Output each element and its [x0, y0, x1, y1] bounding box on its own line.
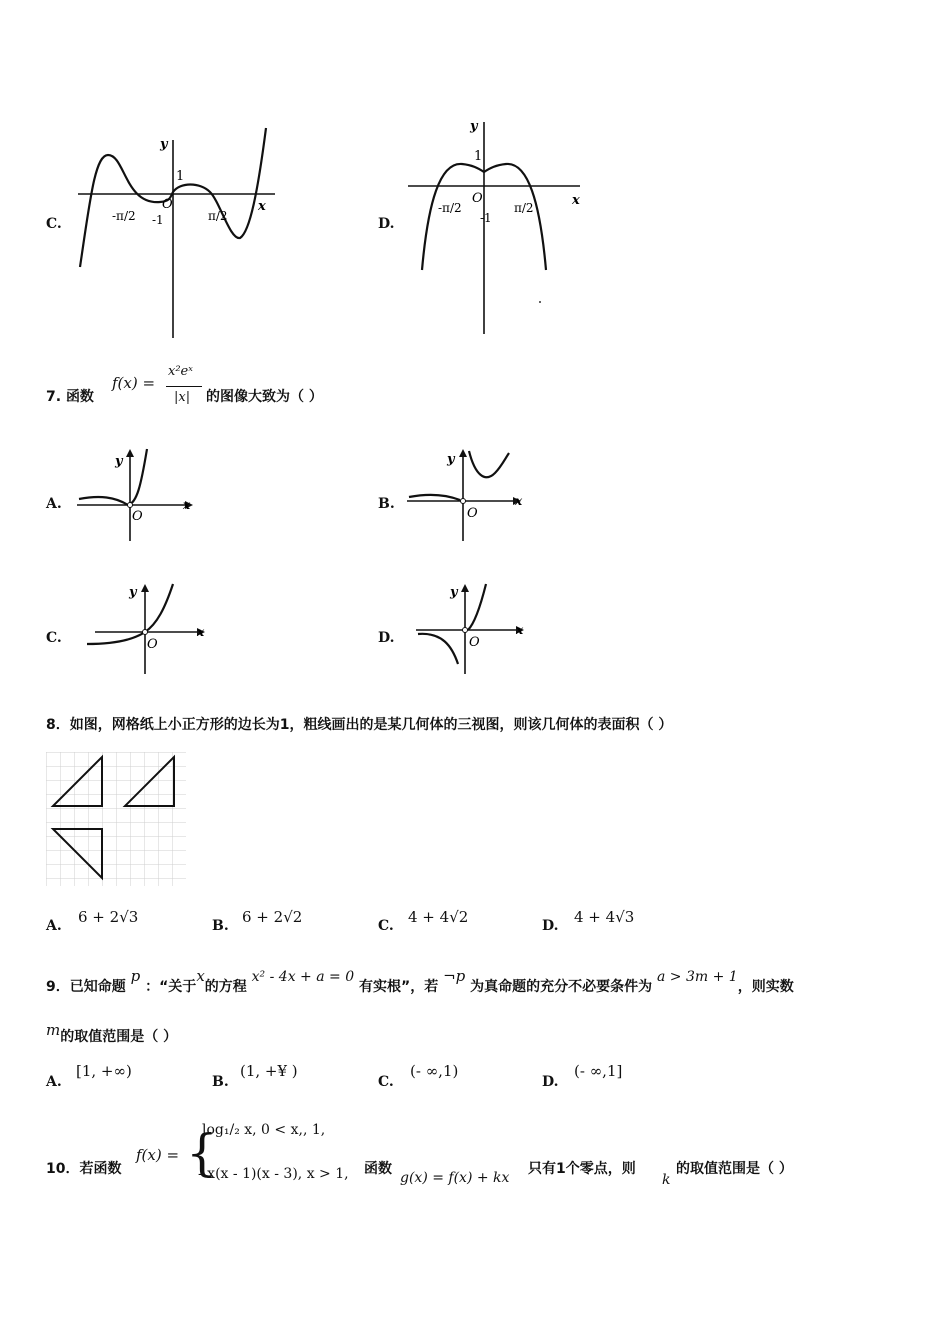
q10-piecewise	[136, 1118, 366, 1192]
q10-t3: 只有1个零点，则	[528, 1161, 636, 1177]
q9-cond: a > 3m + 1	[657, 969, 738, 985]
q9-stem-line1	[46, 967, 794, 996]
q9-t1: 已知命题	[69, 979, 126, 995]
graph-d-x-label: x	[572, 193, 580, 208]
q8-option-b-value[interactable]: 6 + 2√2	[242, 908, 303, 926]
q9-option-b-value[interactable]: (1, +¥ )	[240, 1062, 298, 1080]
q9-t4: 有实根”，若	[359, 979, 439, 995]
q8-option-a-label: A.	[46, 918, 62, 934]
graph-d-tick-1: 1	[474, 149, 483, 164]
q7-suffix: 的图像大致为（ ）	[206, 389, 323, 405]
graph-d-origin: O	[472, 191, 483, 206]
q7b-y: y	[447, 452, 455, 467]
q7c-x: x	[197, 625, 205, 639]
q9-options	[46, 1060, 766, 1094]
q8-stem: 8．如图，网格纸上小正方形的边长为1，粗线画出的是某几何体的三视图，则该几何体的表面积（ ）	[46, 717, 673, 733]
q10-t2: 函数	[364, 1161, 392, 1177]
q7b-x: x	[515, 494, 523, 508]
q9-p: p	[130, 967, 141, 985]
q9-t7: 的取值范围是（ ）	[60, 1029, 178, 1045]
q8-options	[46, 904, 766, 938]
graph-c-tick-neg1: -1	[152, 213, 164, 227]
q9-equation: x² - 4x + a = 0	[251, 969, 355, 985]
q10-case2: - x(x - 1)(x - 3), x > 1,	[198, 1166, 349, 1182]
graph-d-y-label: y	[470, 119, 478, 134]
q7-graph-a	[75, 445, 200, 545]
q7-graph-b	[405, 445, 535, 545]
q9-option-a-value[interactable]: [1, +∞)	[76, 1062, 132, 1080]
q7c-o: O	[147, 637, 158, 652]
q9-option-d-label: D.	[542, 1074, 559, 1090]
q7d-y: y	[450, 585, 458, 600]
q7-number: 7.	[46, 389, 62, 405]
q10-case1: log₁/₂ x, 0 < x,, 1,	[202, 1122, 326, 1138]
q8-option-a-value[interactable]: 6 + 2√3	[78, 908, 139, 926]
q9-t5: 为真命题的充分不必要条件为	[470, 979, 653, 995]
q7d-o: O	[469, 635, 480, 650]
q9-option-b-label: B.	[212, 1074, 229, 1090]
q7-option-d-label: D.	[378, 630, 395, 646]
q10-g: g(x) = f(x) + kx	[400, 1170, 510, 1186]
q7-option-b-label: B.	[378, 496, 395, 512]
q8-option-c-label: C.	[378, 918, 394, 934]
q10-brace: {	[186, 1124, 218, 1182]
q9-x: x	[196, 967, 205, 985]
q10-t4: 的取值范围是（ ）	[676, 1161, 793, 1177]
q7-fraction-bar	[166, 386, 202, 387]
q7-formula-num: x²eˣ	[168, 364, 193, 379]
q9-m: m	[46, 1021, 61, 1039]
q9-option-a-label: A.	[46, 1074, 62, 1090]
q9-t2: ：“关于	[145, 979, 197, 995]
q9-option-c-value[interactable]: (- ∞,1)	[410, 1062, 459, 1080]
q9-option-c-label: C.	[378, 1074, 394, 1090]
q8-option-b-label: B.	[212, 918, 229, 934]
q7-prefix: 函数	[65, 389, 94, 405]
q8-option-c-value[interactable]: 4 + 4√2	[408, 908, 469, 926]
q7a-y: y	[115, 454, 123, 469]
graph-c-tick-pi-half: π/2	[208, 209, 228, 223]
graph-c-origin: O	[162, 197, 173, 212]
option-d-label: D.	[378, 216, 395, 232]
graph-d-tick-neg-pi-half: -π/2	[438, 201, 462, 215]
graph-c-tick-1: 1	[176, 169, 185, 184]
q9-t3: 的方程	[204, 979, 247, 995]
q8-three-view-figure	[46, 752, 186, 886]
q7-option-a-label: A.	[46, 496, 62, 512]
graph-d-tick-neg1: -1	[480, 211, 492, 225]
graph-d-tick-pi-half: π/2	[514, 201, 534, 215]
graph-prev-d	[400, 112, 600, 340]
q7c-y: y	[129, 585, 137, 600]
q7-graph-c	[85, 578, 215, 678]
q8-option-d-label: D.	[542, 918, 559, 934]
graph-c-y-label: y	[160, 137, 168, 152]
q7a-x: x	[183, 498, 191, 512]
q9-option-d-value[interactable]: (- ∞,1]	[574, 1062, 623, 1080]
q9-t6: ，则实数	[737, 979, 794, 995]
q9-notp: ¬p	[443, 967, 466, 985]
q10-number: 10．	[46, 1161, 80, 1177]
graph-c-tick-neg-pi-half: -π/2	[112, 209, 136, 223]
q7-formula-lhs: f(x) =	[112, 374, 156, 392]
q10-k: k	[662, 1172, 671, 1188]
q7b-o: O	[467, 506, 478, 521]
q10-stem-start	[46, 1158, 121, 1178]
q7-formula	[112, 364, 208, 414]
q7d-x: x	[516, 623, 524, 637]
q7a-o: O	[132, 509, 143, 524]
q10-t1: 若函数	[79, 1161, 122, 1177]
graph-c-x-label: x	[258, 199, 266, 214]
q10-lhs: f(x) =	[136, 1146, 180, 1164]
graph-prev-c	[70, 120, 290, 345]
q8-option-d-value[interactable]: 4 + 4√3	[574, 908, 635, 926]
q7-graph-d	[412, 578, 542, 678]
q7-formula-den: |x|	[174, 390, 191, 405]
option-c-label: C.	[46, 216, 62, 232]
q9-number: 9．	[46, 979, 70, 995]
q7-option-c-label: C.	[46, 630, 62, 646]
q7-stem	[46, 386, 94, 406]
q9-stem-line2	[46, 1021, 178, 1046]
